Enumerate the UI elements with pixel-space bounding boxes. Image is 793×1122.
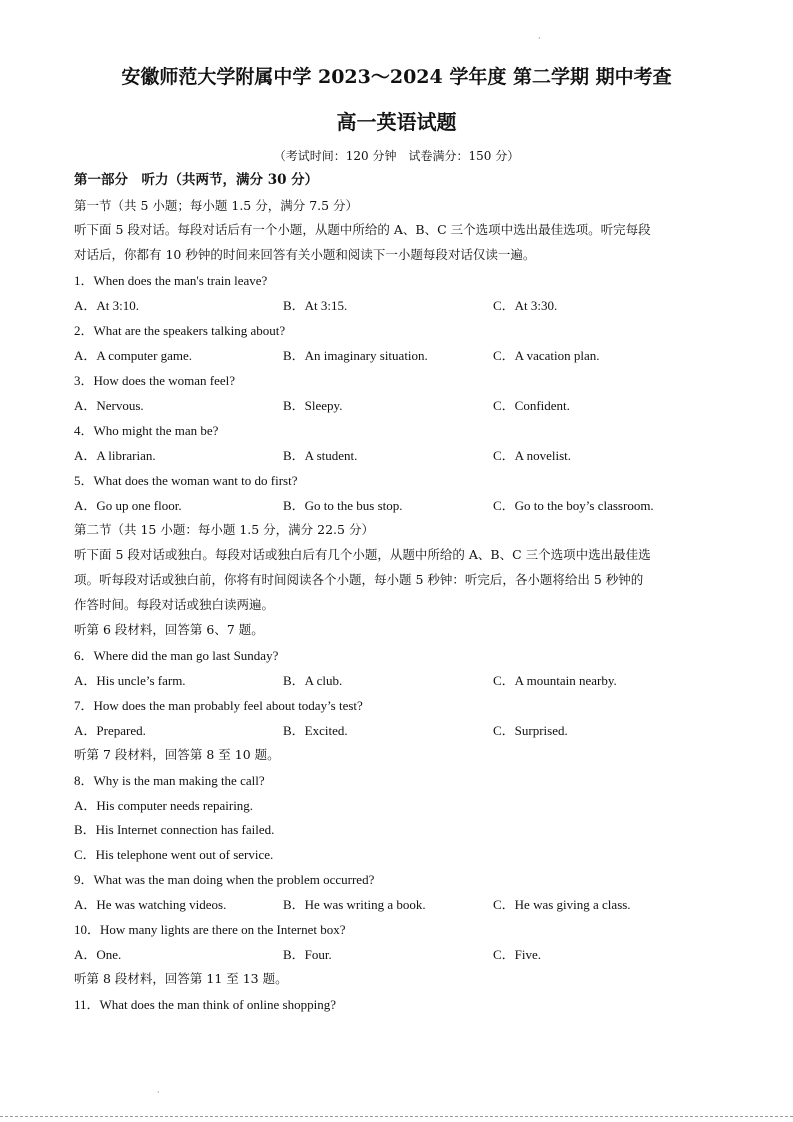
- part1-heading: 第一部分 听力（共两节，满分 30 分）: [74, 172, 319, 188]
- question-6: 6．Where did the man go last Sunday?: [74, 648, 279, 663]
- section2-instructions-3: 作答时间。每段对话或独白读两遍。: [74, 597, 275, 612]
- q4-option-a: A．A librarian.: [74, 448, 156, 463]
- q1-option-b: B．At 3:15.: [283, 298, 348, 313]
- question-11: 11．What does the man think of online shopping?: [74, 997, 336, 1012]
- q2-option-a: A．A computer game.: [74, 348, 193, 363]
- q10-option-c: C．Five.: [493, 947, 542, 962]
- q8-option-c: C．His telephone went out of service.: [74, 847, 274, 862]
- question-8: 8．Why is the man making the call?: [74, 773, 265, 788]
- exam-title: 安徽师范大学附属中学 2023～2024 学年度 第二学期 期中考查: [121, 66, 672, 88]
- section2-instructions-1: 听下面 5 段对话或独白。每段对话或独白后有几个小题，从题中所给的 A、B、C 三个选项中选出最佳选: [74, 547, 651, 562]
- q7-option-a: A．Prepared.: [74, 723, 146, 738]
- question-5: 5．What does the woman want to do first?: [74, 473, 298, 488]
- q2-option-c: C．A vacation plan.: [493, 348, 600, 363]
- q6-option-c: C．A mountain nearby.: [493, 673, 617, 688]
- section2-instructions-2: 项。听每段对话或独白前，你将有时间阅读各个小题，每小题 5 秒钟：听完后，各小题将给出 5 秒钟的: [74, 572, 644, 587]
- scan-dot: ·: [157, 1088, 160, 1097]
- q5-option-c: C．Go to the boy’s classroom.: [493, 498, 654, 513]
- q4-option-c: C．A novelist.: [493, 448, 572, 463]
- q4-option-b: B．A student.: [283, 448, 358, 463]
- section1-instructions-2: 对话后，你都有 10 秒钟的时间来回答有关小题和阅读下一小题每段对话仅读一遍。: [74, 247, 536, 262]
- q5-option-a: A．Go up one floor.: [74, 498, 182, 513]
- q10-option-b: B．Four.: [283, 947, 332, 962]
- exam-info: （考试时间：120 分钟 试卷满分：150 分）: [273, 149, 520, 163]
- section1-heading: 第一节（共 5 小题；每小题 1.5 分，满分 7.5 分）: [74, 198, 359, 213]
- material-8-note: 听第 8 段材料，回答第 11 至 13 题。: [74, 971, 288, 986]
- q5-option-b: B．Go to the bus stop.: [283, 498, 403, 513]
- q1-option-c: C．At 3:30.: [493, 298, 558, 313]
- q9-option-b: B．He was writing a book.: [283, 897, 426, 912]
- q6-option-a: A．His uncle’s farm.: [74, 673, 186, 688]
- q3-option-b: B．Sleepy.: [283, 398, 343, 413]
- question-7: 7．How does the man probably feel about today’s test?: [74, 698, 363, 713]
- question-2: 2．What are the speakers talking about?: [74, 323, 286, 338]
- question-1: 1．When does the man's train leave?: [74, 273, 268, 288]
- q8-option-a: A．His computer needs repairing.: [74, 798, 254, 813]
- question-4: 4．Who might the man be?: [74, 423, 219, 438]
- q3-option-c: C．Confident.: [493, 398, 570, 413]
- material-7-note: 听第 7 段材料，回答第 8 至 10 题。: [74, 747, 280, 762]
- question-3: 3．How does the woman feel?: [74, 373, 236, 388]
- q2-option-b: B．An imaginary situation.: [283, 348, 428, 363]
- q10-option-a: A．One.: [74, 947, 122, 962]
- scan-dot: ·: [538, 34, 541, 43]
- section2-heading: 第二节（共 15 小题：每小题 1.5 分，满分 22.5 分）: [74, 522, 374, 537]
- q7-option-b: B．Excited.: [283, 723, 348, 738]
- q8-option-b: B．His Internet connection has failed.: [74, 822, 275, 837]
- material-6-note: 听第 6 段材料，回答第 6、7 题。: [74, 622, 264, 637]
- q9-option-a: A．He was watching videos.: [74, 897, 227, 912]
- q9-option-c: C．He was giving a class.: [493, 897, 631, 912]
- q7-option-c: C．Surprised.: [493, 723, 568, 738]
- section1-instructions-1: 听下面 5 段对话。每段对话后有一个小题，从题中所给的 A、B、C 三个选项中选出最佳选项。听完每段: [74, 222, 651, 237]
- q1-option-a: A．At 3:10.: [74, 298, 140, 313]
- q3-option-a: A．Nervous.: [74, 398, 144, 413]
- question-10: 10．How many lights are there on the Internet box?: [74, 922, 346, 937]
- question-9: 9．What was the man doing when the problem occurred?: [74, 872, 375, 887]
- exam-subtitle: 高一英语试题: [336, 110, 457, 134]
- page-bottom-rule: [0, 1116, 793, 1118]
- q6-option-b: B．A club.: [283, 673, 343, 688]
